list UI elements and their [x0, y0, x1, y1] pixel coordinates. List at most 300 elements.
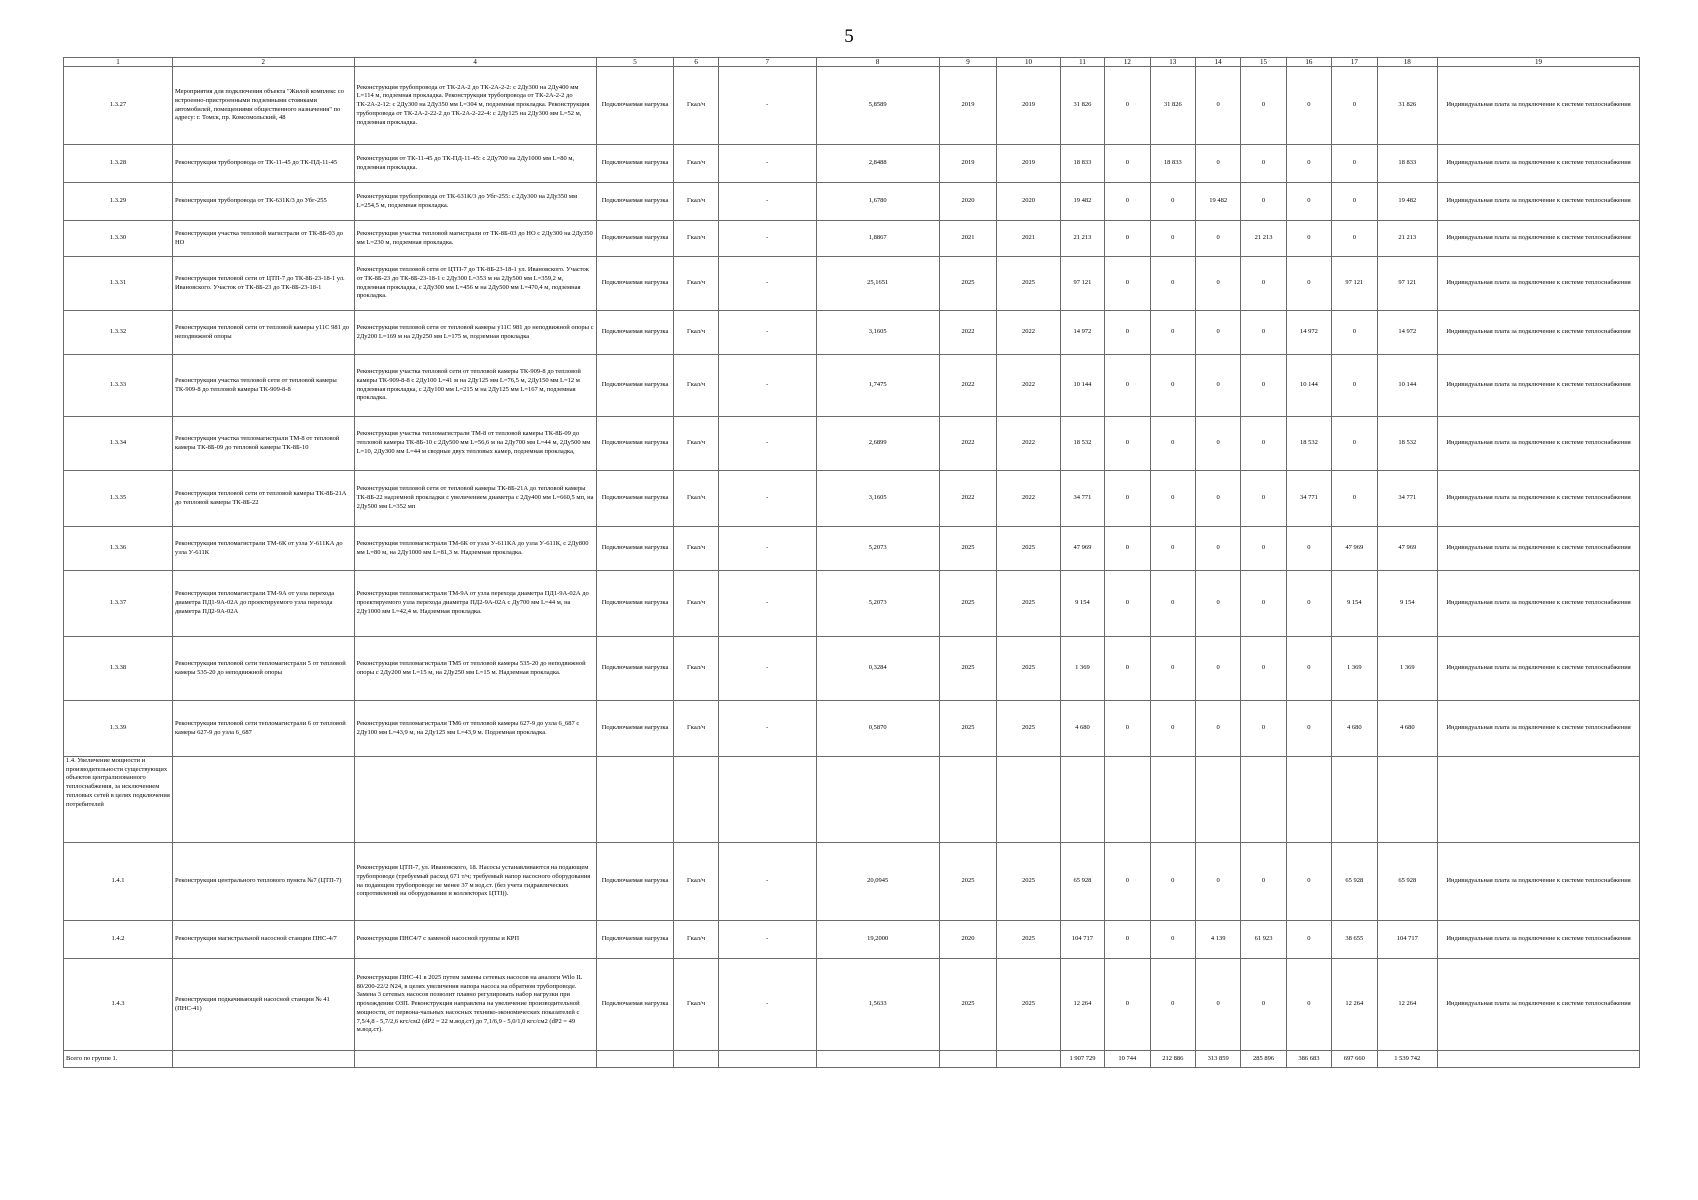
cost-year-cell: 0	[1105, 221, 1150, 257]
start-year-cell: 2022	[939, 417, 997, 471]
cost-year-cell: 0	[1195, 471, 1240, 527]
cost-year-cell: 19 482	[1195, 183, 1240, 221]
cost-year-cell: 31 826	[1150, 67, 1195, 145]
item-number-cell: 1.3.27	[64, 67, 173, 145]
end-year-cell: 2025	[997, 843, 1061, 921]
cost-year-cell: 4 139	[1195, 921, 1240, 959]
empty-cell	[1060, 757, 1104, 843]
value-cell: -	[718, 311, 816, 355]
cost-year-cell: 0	[1195, 355, 1240, 417]
item-description-cell: Реконструкция от ТК-11-45 до ТК-ПД-11-45: с 2Ду700 на 2Ду1000 мм L=80 м, подземная прокладка.	[354, 145, 596, 183]
cost-sum-cell: 19 482	[1377, 183, 1438, 221]
cost-year-cell: 0	[1150, 959, 1195, 1051]
end-year-cell: 2025	[997, 921, 1061, 959]
empty-cell	[1286, 757, 1331, 843]
capacity-cell: 2,8488	[816, 145, 939, 183]
funding-source-cell: Индивидуальная плата за подключение к системе теплоснабжения	[1438, 183, 1640, 221]
start-year-cell: 2020	[939, 921, 997, 959]
empty-cell	[1195, 757, 1240, 843]
empty-cell	[596, 757, 674, 843]
cost-year-cell: 0	[1195, 527, 1240, 571]
section-row	[64, 757, 1640, 843]
start-year-cell: 2025	[939, 637, 997, 701]
cost-total-cell: 18 532	[1060, 417, 1104, 471]
value-cell: -	[718, 527, 816, 571]
funding-source-cell: Индивидуальная плата за подключение к системе теплоснабжения	[1438, 921, 1640, 959]
item-number-cell: 1.3.39	[64, 701, 173, 757]
table-row	[64, 417, 1640, 471]
cost-year-cell: 0	[1150, 355, 1195, 417]
start-year-cell: 2025	[939, 959, 997, 1051]
capacity-cell: 2,6899	[816, 417, 939, 471]
cost-year-cell: 0	[1241, 355, 1286, 417]
start-year-cell: 2022	[939, 355, 997, 417]
capacity-cell: 19,2000	[816, 921, 939, 959]
item-name-cell: Реконструкция участка тепловой сети от тепловой камеры ТК-909-8 до тепловой камеры ТК-909-8-8	[172, 355, 354, 417]
total-value-cell: 697 660	[1332, 1051, 1377, 1068]
item-name-cell: Реконструкция тепловой сети от тепловой камеры у11С 981 до неподвижной опоры	[172, 311, 354, 355]
total-value-cell: 386 683	[1286, 1051, 1331, 1068]
item-number-cell: 1.3.38	[64, 637, 173, 701]
column-number: 18	[1377, 58, 1438, 67]
end-year-cell: 2021	[997, 221, 1061, 257]
unit-cell: Гкал/ч	[674, 311, 718, 355]
end-year-cell: 2025	[997, 959, 1061, 1051]
funding-source-cell: Индивидуальная плата за подключение к системе теплоснабжения	[1438, 145, 1640, 183]
column-number: 12	[1105, 58, 1150, 67]
unit-cell: Гкал/ч	[674, 571, 718, 637]
cost-year-cell: 0	[1150, 417, 1195, 471]
column-number: 1	[64, 58, 173, 67]
item-name-cell: Реконструкция тепловой сети тепломагистрали 6 от тепловой камеры 627-9 до узла 6_687	[172, 701, 354, 757]
parameter-cell: Подключаемая нагрузка	[596, 183, 674, 221]
end-year-cell: 2022	[997, 355, 1061, 417]
cost-total-cell: 1 369	[1060, 637, 1104, 701]
cost-year-cell: 0	[1332, 355, 1377, 417]
cost-year-cell: 0	[1105, 571, 1150, 637]
unit-cell: Гкал/ч	[674, 145, 718, 183]
cost-year-cell: 12 264	[1332, 959, 1377, 1051]
cost-sum-cell: 21 213	[1377, 221, 1438, 257]
item-description-cell: Реконструкция тепломагистрали ТМ-6К от узла У-611КА до узла У-611К, с 2Ду800 мм L=80 м, на 2Ду1000 мм L=81,3 м. Надземная прокладка.	[354, 527, 596, 571]
capacity-cell: 1,8867	[816, 221, 939, 257]
value-cell: -	[718, 701, 816, 757]
parameter-cell: Подключаемая нагрузка	[596, 471, 674, 527]
item-name-cell: Реконструкция участка тепломагистрали ТМ-8 от тепловой камеры ТК-8Б-09 до тепловой камеры ТК-8Б-10	[172, 417, 354, 471]
unit-cell: Гкал/ч	[674, 527, 718, 571]
cost-year-cell: 0	[1332, 471, 1377, 527]
cost-sum-cell: 12 264	[1377, 959, 1438, 1051]
item-name-cell: Реконструкция тепломагистрали ТМ-6К от узла У-611КА до узла У-611К	[172, 527, 354, 571]
empty-cell	[1438, 1051, 1640, 1068]
cost-year-cell: 0	[1150, 843, 1195, 921]
cost-year-cell: 0	[1195, 701, 1240, 757]
cost-year-cell: 14 972	[1286, 311, 1331, 355]
table-row	[64, 571, 1640, 637]
table-row	[64, 959, 1640, 1051]
funding-source-cell: Индивидуальная плата за подключение к системе теплоснабжения	[1438, 355, 1640, 417]
cost-total-cell: 18 833	[1060, 145, 1104, 183]
item-name-cell: Реконструкция трубопровода от ТК-631К/3 до Убг-255	[172, 183, 354, 221]
cost-total-cell: 12 264	[1060, 959, 1104, 1051]
capacity-cell: 25,1651	[816, 257, 939, 311]
capacity-cell: 3,1605	[816, 471, 939, 527]
cost-sum-cell: 18 833	[1377, 145, 1438, 183]
cost-sum-cell: 97 121	[1377, 257, 1438, 311]
cost-year-cell: 0	[1241, 417, 1286, 471]
cost-year-cell: 0	[1195, 145, 1240, 183]
item-description-cell: Реконструкция тепломагистрали ТМ-9А от узла перехода диаметра ПД1-9А-02А до проектируемого узла перехода диаметра ПД2-9А-02А с Ду700 мм L=44 м, на 2Ду1000 мм L=42,4 м. Надземная прокладка.	[354, 571, 596, 637]
empty-cell	[939, 757, 997, 843]
total-value-cell: 10 744	[1105, 1051, 1150, 1068]
unit-cell: Гкал/ч	[674, 843, 718, 921]
item-number-cell: 1.3.35	[64, 471, 173, 527]
item-description-cell: Реконструкция ПНС4/7 с заменой насосной группы и КРП	[354, 921, 596, 959]
cost-year-cell: 0	[1286, 527, 1331, 571]
item-number-cell: 1.4.2	[64, 921, 173, 959]
cost-sum-cell: 10 144	[1377, 355, 1438, 417]
capacity-cell: 5,2073	[816, 571, 939, 637]
page-number: 5	[844, 26, 854, 47]
value-cell: -	[718, 221, 816, 257]
capacity-cell: 1,5633	[816, 959, 939, 1051]
cost-year-cell: 47 969	[1332, 527, 1377, 571]
unit-cell: Гкал/ч	[674, 701, 718, 757]
item-description-cell: Реконструкция трубопровода от ТК-2А-2 до ТК-2А-2-2: с 2Ду300 на 2Ду400 мм L=114 м, подземная прокладка. Реконструкция трубопровода от ТК-2А-2-2 до ТК-2А-2-12: с 2Ду300 на 2Ду350 мм L=304 м, подземная прокладка. Реконструкция трубопровода от ТК-2А-2-22-2 до ТК-2А-2-22-4: с 2Ду125 на 2Ду300 мм L=52 м, подземная прокладка.	[354, 67, 596, 145]
empty-cell	[674, 1051, 718, 1068]
start-year-cell: 2019	[939, 67, 997, 145]
table-row	[64, 311, 1640, 355]
cost-year-cell: 0	[1286, 843, 1331, 921]
start-year-cell: 2022	[939, 471, 997, 527]
funding-source-cell: Индивидуальная плата за подключение к системе теплоснабжения	[1438, 843, 1640, 921]
end-year-cell: 2022	[997, 311, 1061, 355]
item-name-cell: Реконструкция подкачивающей насосной станции № 41 (ПНС-41)	[172, 959, 354, 1051]
cost-year-cell: 0	[1150, 257, 1195, 311]
funding-source-cell: Индивидуальная плата за подключение к системе теплоснабжения	[1438, 471, 1640, 527]
cost-year-cell: 0	[1241, 145, 1286, 183]
start-year-cell: 2025	[939, 257, 997, 311]
end-year-cell: 2020	[997, 183, 1061, 221]
item-number-cell: 1.4.3	[64, 959, 173, 1051]
cost-total-cell: 34 771	[1060, 471, 1104, 527]
end-year-cell: 2025	[997, 571, 1061, 637]
end-year-cell: 2025	[997, 637, 1061, 701]
cost-year-cell: 18 532	[1286, 417, 1331, 471]
unit-cell: Гкал/ч	[674, 67, 718, 145]
capacity-cell: 0,5870	[816, 701, 939, 757]
total-row	[64, 1051, 1640, 1068]
cost-year-cell: 0	[1105, 843, 1150, 921]
column-number: 15	[1241, 58, 1286, 67]
table-row	[64, 183, 1640, 221]
cost-year-cell: 0	[1286, 921, 1331, 959]
item-name-cell: Реконструкция тепломагистрали ТМ-9А от узла перехода диаметра ПД1-9А-02А до проектируемого узла перехода диаметра ПД2-9А-02А	[172, 571, 354, 637]
unit-cell: Гкал/ч	[674, 959, 718, 1051]
column-number: 6	[674, 58, 718, 67]
value-cell: -	[718, 183, 816, 221]
parameter-cell: Подключаемая нагрузка	[596, 311, 674, 355]
cost-sum-cell: 31 826	[1377, 67, 1438, 145]
empty-cell	[997, 757, 1061, 843]
cost-year-cell: 0	[1150, 311, 1195, 355]
cost-sum-cell: 4 680	[1377, 701, 1438, 757]
empty-cell	[354, 1051, 596, 1068]
column-number: 2	[172, 58, 354, 67]
item-description-cell: Реконструкция ЦТП-7, ул. Ивановского, 18. Насосы устанавливаются на подающем трубопроводе (требуемый расход 671 т/ч; требуемый напор насосного оборудования на подающем трубопроводе не менее 37 м вод.ст. (без учета гидравлических сопротивлений на оборудовании и коллекторах ЦТП)).	[354, 843, 596, 921]
item-name-cell: Мероприятия для подключения объекта "Жилой комплекс со встроенно-пристроенными подземными стоянками автомобилей, помещениями общественного назначения" по адресу: г. Томск, пр. Комсомольский, 48	[172, 67, 354, 145]
value-cell: -	[718, 417, 816, 471]
funding-source-cell: Индивидуальная плата за подключение к системе теплоснабжения	[1438, 311, 1640, 355]
item-description-cell: Реконструкция тепловой сети от ЦТП-7 до ТК-8Б-23-18-1 ул. Ивановского. Участок от ТК-8Б-23 до ТК-8Б-23-18-1 с 2Ду300 L=353 м на 2Ду500 мм L=359,2 м, подземная прокладка, с 2Ду300 мм L=456 м на 2Ду500 мм L=470,4 м, подземная прокладка.	[354, 257, 596, 311]
cost-year-cell: 9 154	[1332, 571, 1377, 637]
item-description-cell: Реконструкция тепловой сети от тепловой камеры ТК-8Б-21А до тепловой камеры ТК-8Б-22 надземной прокладки с увеличением диаметра с 2Ду400 мм L=660,5 мп, на 2Ду500 мм L=352 мп	[354, 471, 596, 527]
empty-cell	[1332, 757, 1377, 843]
value-cell: -	[718, 571, 816, 637]
column-number: 7	[718, 58, 816, 67]
cost-sum-cell: 47 969	[1377, 527, 1438, 571]
cost-year-cell: 0	[1105, 311, 1150, 355]
start-year-cell: 2025	[939, 527, 997, 571]
item-description-cell: Реконструкция участка тепловой сети от тепловой камеры ТК-909-8 до тепловой камеры ТК-909-8-8 с 2Ду100 L=41 м на 2Ду125 мм L=76,5 м, 2Ду150 мм L=12 м подземная прокладка, с 2Ду100 мм L=215 м на 2Ду125 мм L=167 м, подземная прокладка.	[354, 355, 596, 417]
end-year-cell: 2025	[997, 701, 1061, 757]
empty-cell	[816, 1051, 939, 1068]
parameter-cell: Подключаемая нагрузка	[596, 637, 674, 701]
item-number-cell: 1.3.30	[64, 221, 173, 257]
value-cell: -	[718, 257, 816, 311]
parameter-cell: Подключаемая нагрузка	[596, 701, 674, 757]
total-label-cell: Всего по группе 1.	[64, 1051, 173, 1068]
cost-sum-cell: 9 154	[1377, 571, 1438, 637]
cost-year-cell: 97 121	[1332, 257, 1377, 311]
cost-year-cell: 0	[1105, 637, 1150, 701]
empty-cell	[1241, 757, 1286, 843]
empty-cell	[816, 757, 939, 843]
cost-year-cell: 0	[1241, 67, 1286, 145]
cost-year-cell: 0	[1332, 417, 1377, 471]
end-year-cell: 2019	[997, 145, 1061, 183]
parameter-cell: Подключаемая нагрузка	[596, 145, 674, 183]
cost-year-cell: 0	[1105, 183, 1150, 221]
item-number-cell: 1.3.29	[64, 183, 173, 221]
column-number: 8	[816, 58, 939, 67]
table-row	[64, 221, 1640, 257]
cost-year-cell: 0	[1241, 571, 1286, 637]
value-cell: -	[718, 67, 816, 145]
start-year-cell: 2022	[939, 311, 997, 355]
cost-year-cell: 0	[1195, 959, 1240, 1051]
total-value-cell: 1 539 742	[1377, 1051, 1438, 1068]
parameter-cell: Подключаемая нагрузка	[596, 843, 674, 921]
cost-total-cell: 9 154	[1060, 571, 1104, 637]
cost-year-cell: 0	[1150, 921, 1195, 959]
cost-total-cell: 14 972	[1060, 311, 1104, 355]
empty-cell	[939, 1051, 997, 1068]
item-description-cell: Реконструкция трубопровода от ТК-631К/3 до Убг-255: с 2Ду300 на 2Ду350 мм L=254,5 м, подземная прокладка.	[354, 183, 596, 221]
cost-year-cell: 0	[1105, 527, 1150, 571]
cost-year-cell: 0	[1286, 637, 1331, 701]
cost-year-cell: 65 928	[1332, 843, 1377, 921]
empty-cell	[997, 1051, 1061, 1068]
cost-year-cell: 0	[1286, 183, 1331, 221]
item-number-cell: 1.3.36	[64, 527, 173, 571]
cost-year-cell: 0	[1241, 959, 1286, 1051]
item-number-cell: 1.3.28	[64, 145, 173, 183]
end-year-cell: 2019	[997, 67, 1061, 145]
item-number-cell: 1.3.37	[64, 571, 173, 637]
end-year-cell: 2025	[997, 257, 1061, 311]
column-number: 19	[1438, 58, 1640, 67]
cost-year-cell: 0	[1105, 921, 1150, 959]
cost-sum-cell: 18 532	[1377, 417, 1438, 471]
table-row	[64, 471, 1640, 527]
column-number-row	[64, 58, 1640, 67]
cost-total-cell: 21 213	[1060, 221, 1104, 257]
value-cell: -	[718, 355, 816, 417]
cost-year-cell: 0	[1105, 959, 1150, 1051]
column-number: 11	[1060, 58, 1104, 67]
start-year-cell: 2019	[939, 145, 997, 183]
cost-year-cell: 0	[1105, 67, 1150, 145]
item-description-cell: Реконструкция тепломагистрали ТМ5 от тепловой камеры 535-20 до неподвижной опоры с 2Ду200 мм L=15 м, на 2Ду250 мм L=15 м. Надземная прокладка.	[354, 637, 596, 701]
cost-year-cell: 0	[1150, 527, 1195, 571]
item-description-cell: Реконструкция ПНС-41 в 2025 путем замены сетевых насосов на аналоги Wilo IL 80/200-22/2 N24, в целях увеличения напора насоса на обратном трубопроводе. Замена 3 сетевых насосов позволит плавно регулировать набор нагрузки при прохождении ОЗП. Реконструкция направлена на увеличение производительной мощности, от первона-чальных насосных технико-экономических показателей с 7,5/4,8 - 5,7/2,6 кгс/см2 (dP2 = 22 м.вод.ст) до 7,1/6,9 - 5,0/1,0 кгс/см2 (dP2 = 49 м.вод.ст).	[354, 959, 596, 1051]
unit-cell: Гкал/ч	[674, 471, 718, 527]
unit-cell: Гкал/ч	[674, 355, 718, 417]
investment-program-table	[63, 57, 1640, 1068]
cost-year-cell: 21 213	[1241, 221, 1286, 257]
parameter-cell: Подключаемая нагрузка	[596, 67, 674, 145]
value-cell: -	[718, 145, 816, 183]
cost-year-cell: 0	[1105, 355, 1150, 417]
cost-year-cell: 0	[1150, 637, 1195, 701]
start-year-cell: 2021	[939, 221, 997, 257]
cost-year-cell: 0	[1150, 183, 1195, 221]
cost-sum-cell: 14 972	[1377, 311, 1438, 355]
cost-year-cell: 38 655	[1332, 921, 1377, 959]
column-number: 13	[1150, 58, 1195, 67]
cost-total-cell: 97 121	[1060, 257, 1104, 311]
cost-year-cell: 0	[1195, 311, 1240, 355]
end-year-cell: 2022	[997, 417, 1061, 471]
parameter-cell: Подключаемая нагрузка	[596, 921, 674, 959]
cost-year-cell: 0	[1105, 701, 1150, 757]
cost-year-cell: 0	[1195, 417, 1240, 471]
item-name-cell: Реконструкция магистральной насосной станции ПНС-4/7	[172, 921, 354, 959]
empty-cell	[1150, 757, 1195, 843]
cost-sum-cell: 34 771	[1377, 471, 1438, 527]
item-name-cell: Реконструкция тепловой сети от ЦТП-7 до ТК-8Б-23-18-1 ул. Ивановского. Участок от ТК-8Б-23 до ТК-8Б-23-18-1	[172, 257, 354, 311]
unit-cell: Гкал/ч	[674, 257, 718, 311]
value-cell: -	[718, 637, 816, 701]
total-value-cell: 285 896	[1241, 1051, 1286, 1068]
cost-total-cell: 31 826	[1060, 67, 1104, 145]
item-number-cell: 1.3.31	[64, 257, 173, 311]
column-number: 4	[354, 58, 596, 67]
cost-year-cell: 0	[1195, 221, 1240, 257]
table-row	[64, 145, 1640, 183]
empty-cell	[172, 1051, 354, 1068]
end-year-cell: 2025	[997, 527, 1061, 571]
start-year-cell: 2025	[939, 843, 997, 921]
item-name-cell: Реконструкция тепловой сети от тепловой камеры ТК-8Б-21А до тепловой камеры ТК-8Б-22	[172, 471, 354, 527]
column-number: 16	[1286, 58, 1331, 67]
funding-source-cell: Индивидуальная плата за подключение к системе теплоснабжения	[1438, 527, 1640, 571]
value-cell: -	[718, 843, 816, 921]
cost-year-cell: 34 771	[1286, 471, 1331, 527]
cost-year-cell: 1 369	[1332, 637, 1377, 701]
cost-total-cell: 47 969	[1060, 527, 1104, 571]
capacity-cell: 0,3284	[816, 637, 939, 701]
unit-cell: Гкал/ч	[674, 417, 718, 471]
empty-cell	[596, 1051, 674, 1068]
column-number: 9	[939, 58, 997, 67]
cost-total-cell: 10 144	[1060, 355, 1104, 417]
capacity-cell: 20,0945	[816, 843, 939, 921]
cost-year-cell: 0	[1105, 257, 1150, 311]
cost-year-cell: 0	[1286, 571, 1331, 637]
cost-year-cell: 0	[1195, 843, 1240, 921]
start-year-cell: 2025	[939, 701, 997, 757]
cost-sum-cell: 65 928	[1377, 843, 1438, 921]
cost-year-cell: 0	[1105, 417, 1150, 471]
capacity-cell: 1,7475	[816, 355, 939, 417]
capacity-cell: 1,6780	[816, 183, 939, 221]
item-number-cell: 1.4.1	[64, 843, 173, 921]
cost-year-cell: 0	[1150, 221, 1195, 257]
column-number: 17	[1332, 58, 1377, 67]
funding-source-cell: Индивидуальная плата за подключение к системе теплоснабжения	[1438, 571, 1640, 637]
cost-total-cell: 4 680	[1060, 701, 1104, 757]
item-number-cell: 1.3.34	[64, 417, 173, 471]
table-row	[64, 701, 1640, 757]
item-description-cell: Реконструкция тепловой сети от тепловой камеры у11С 981 до неподвижной опоры с 2Ду200 L=169 м на 2Ду250 мм L=175 м, подземная прокладка	[354, 311, 596, 355]
empty-cell	[718, 757, 816, 843]
cost-year-cell: 0	[1195, 257, 1240, 311]
empty-cell	[172, 757, 354, 843]
cost-year-cell: 0	[1241, 637, 1286, 701]
funding-source-cell: Индивидуальная плата за подключение к системе теплоснабжения	[1438, 701, 1640, 757]
unit-cell: Гкал/ч	[674, 921, 718, 959]
cost-year-cell: 0	[1241, 527, 1286, 571]
parameter-cell: Подключаемая нагрузка	[596, 221, 674, 257]
cost-year-cell: 0	[1105, 471, 1150, 527]
empty-cell	[718, 1051, 816, 1068]
cost-year-cell: 0	[1150, 471, 1195, 527]
capacity-cell: 3,1605	[816, 311, 939, 355]
cost-year-cell: 0	[1286, 221, 1331, 257]
parameter-cell: Подключаемая нагрузка	[596, 417, 674, 471]
cost-year-cell: 0	[1150, 701, 1195, 757]
item-number-cell: 1.3.33	[64, 355, 173, 417]
section-title-cell: 1.4. Увеличение мощности и производительности существующих объектов централизованного теплоснабжения, за исключением тепловых сетей в целях подключения потребителей	[64, 757, 173, 843]
total-value-cell: 1 907 729	[1060, 1051, 1104, 1068]
total-value-cell: 212 886	[1150, 1051, 1195, 1068]
funding-source-cell: Индивидуальная плата за подключение к системе теплоснабжения	[1438, 221, 1640, 257]
parameter-cell: Подключаемая нагрузка	[596, 959, 674, 1051]
cost-year-cell: 0	[1286, 959, 1331, 1051]
table-row	[64, 843, 1640, 921]
empty-cell	[674, 757, 718, 843]
item-name-cell: Реконструкция центрального теплового пункта №7 (ЦТП-7)	[172, 843, 354, 921]
cost-year-cell: 0	[1241, 311, 1286, 355]
item-name-cell: Реконструкция участка тепловой магистрали от ТК-8Б-03 до НО	[172, 221, 354, 257]
total-value-cell: 313 859	[1195, 1051, 1240, 1068]
empty-cell	[1438, 757, 1640, 843]
cost-total-cell: 104 717	[1060, 921, 1104, 959]
item-description-cell: Реконструкция участка тепломагистрали ТМ-8 от тепловой камеры ТК-8Б-09 до тепловой камеры ТК-8Б-10 с 2Ду500 мм L=56,6 м на 2Ду700 мм L=44 м, 2Ду500 мм L=10, 2Ду300 мм L=44 м сводные двух тепловых камер, подземная прокладка,	[354, 417, 596, 471]
cost-sum-cell: 1 369	[1377, 637, 1438, 701]
